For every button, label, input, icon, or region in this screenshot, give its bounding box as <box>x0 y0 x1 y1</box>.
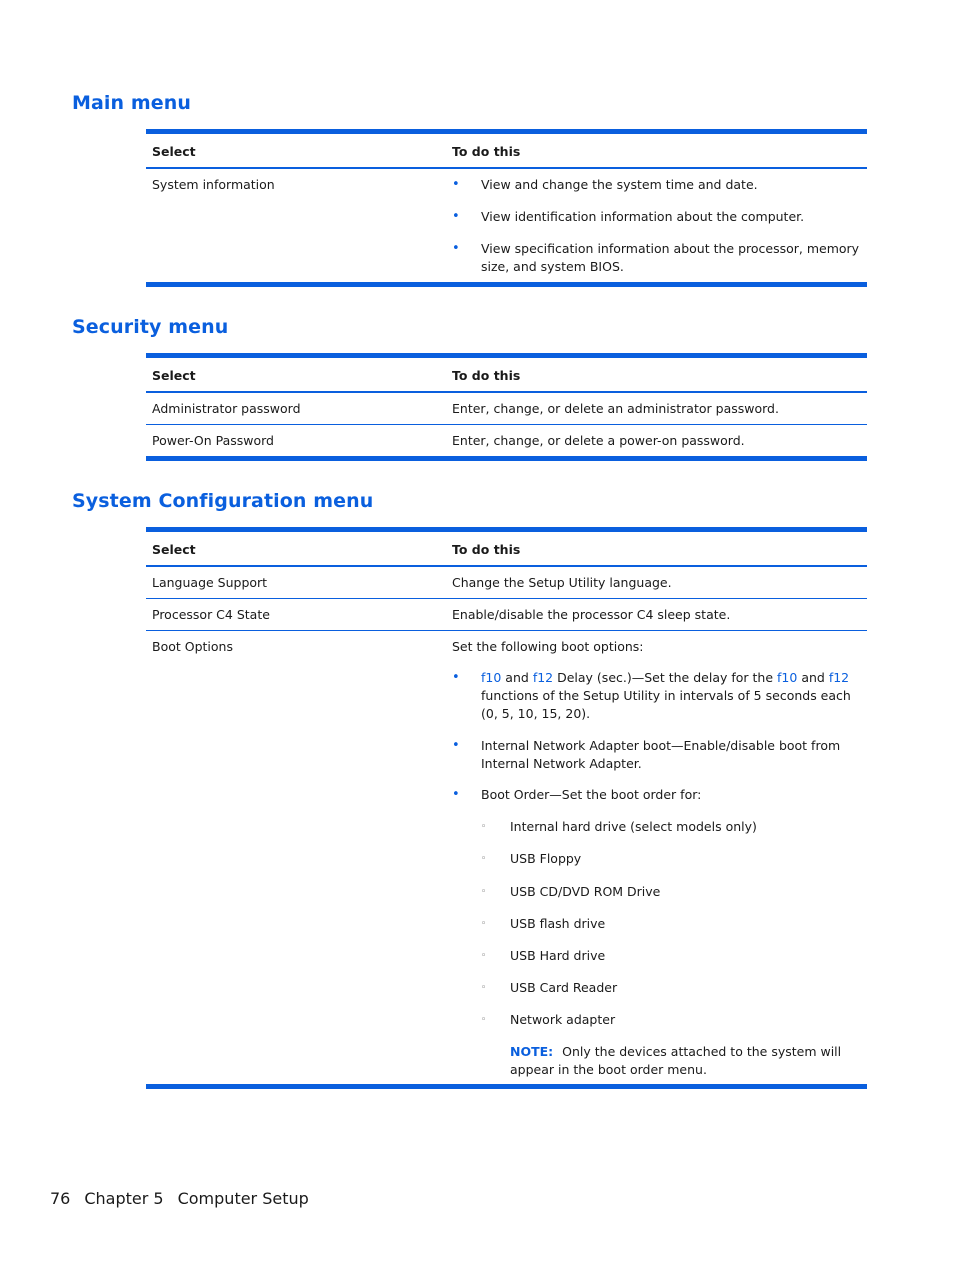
header-todo: To do this <box>452 144 521 159</box>
header-select: Select <box>152 368 196 383</box>
sub-bullet-icon: ◦ <box>481 951 487 961</box>
bullet-text: View and change the system time and date. <box>481 177 758 192</box>
bullet-text: View identification information about the computer. <box>481 209 805 224</box>
boot-device-label: USB Card Reader <box>510 980 618 995</box>
note-label: NOTE: <box>510 1044 554 1059</box>
cell-select: Power-On Password <box>152 433 274 448</box>
and-text: and <box>801 670 825 685</box>
cell-select: System information <box>152 177 275 192</box>
bullet-icon: • <box>452 241 460 256</box>
cell-select: Administrator password <box>152 401 301 416</box>
bullet-icon: • <box>452 177 460 192</box>
note-block <box>510 1043 860 1079</box>
key-f10: f10 <box>777 670 798 685</box>
table-row <box>146 599 867 631</box>
system-configuration-menu-heading: System Configuration menu <box>72 490 374 512</box>
boot-device-label: USB Hard drive <box>510 948 606 963</box>
bullet-icon: • <box>452 670 460 685</box>
network-boot-text: Internal Network Adapter boot—Enable/disable boot from Internal Network Adapter. <box>481 738 841 771</box>
cell-todo: Enter, change, or delete a power-on password. <box>452 433 745 448</box>
table-header-row <box>146 532 867 567</box>
key-f12: f12 <box>532 670 554 685</box>
boot-device-label: Network adapter <box>510 1012 616 1027</box>
boot-device-label: USB CD/DVD ROM Drive <box>510 884 661 899</box>
bullet-text: View specification information about the processor, memory size, and system BIOS. <box>481 241 860 274</box>
bullet-icon: • <box>452 787 460 802</box>
cell-todo: Enter, change, or delete an administrator password. <box>452 401 779 416</box>
table-header-row <box>146 134 867 169</box>
note-text: Only the devices attached to the system will appear in the boot order menu. <box>510 1044 842 1077</box>
sub-bullet-icon: ◦ <box>481 822 487 832</box>
page-footer <box>50 1189 323 1208</box>
sub-bullet-icon: ◦ <box>481 983 487 993</box>
cell-select: Processor C4 State <box>152 607 270 622</box>
boot-delay-text <box>481 669 861 723</box>
and-text: and <box>505 670 529 685</box>
sub-bullet-icon: ◦ <box>481 919 487 929</box>
header-select: Select <box>152 542 196 557</box>
page-number: 76 <box>50 1189 71 1208</box>
system-configuration-table <box>146 527 867 1089</box>
cell-select: Boot Options <box>152 639 233 654</box>
cell-select: Language Support <box>152 575 268 590</box>
main-menu-table <box>146 129 867 287</box>
main-menu-heading: Main menu <box>72 92 192 114</box>
key-f12: f12 <box>828 670 850 685</box>
security-menu-heading: Security menu <box>72 316 229 338</box>
delay-text: Delay (sec.)—Set the delay for the <box>557 670 774 685</box>
bullet-icon: • <box>452 738 460 753</box>
key-f10: f10 <box>481 670 502 685</box>
header-select: Select <box>152 144 196 159</box>
boot-order-text: Boot Order—Set the boot order for: <box>481 787 702 802</box>
boot-device-label: USB Floppy <box>510 851 582 866</box>
table-row <box>146 393 867 425</box>
table-row <box>146 567 867 599</box>
cell-todo: Change the Setup Utility language. <box>452 575 672 590</box>
security-menu-table <box>146 353 867 461</box>
header-todo: To do this <box>452 542 521 557</box>
footer-title: Computer Setup <box>177 1189 309 1208</box>
delay-description: functions of the Setup Utility in intervals of 5 seconds each (0, 5, 10, 15, 20). <box>481 688 851 721</box>
table-header-row <box>146 358 867 393</box>
boot-device-label: Internal hard drive (select models only) <box>510 819 757 834</box>
bullet-icon: • <box>452 209 460 224</box>
boot-device-label: USB flash drive <box>510 916 606 931</box>
table-row <box>146 631 867 1084</box>
table-row <box>146 169 867 282</box>
sub-bullet-icon: ◦ <box>481 1015 487 1025</box>
footer-chapter: Chapter 5 <box>84 1189 164 1208</box>
boot-options-intro: Set the following boot options: <box>452 639 644 654</box>
table-row <box>146 425 867 456</box>
cell-todo: Enable/disable the processor C4 sleep state. <box>452 607 731 622</box>
header-todo: To do this <box>452 368 521 383</box>
sub-bullet-icon: ◦ <box>481 854 487 864</box>
sub-bullet-icon: ◦ <box>481 887 487 897</box>
